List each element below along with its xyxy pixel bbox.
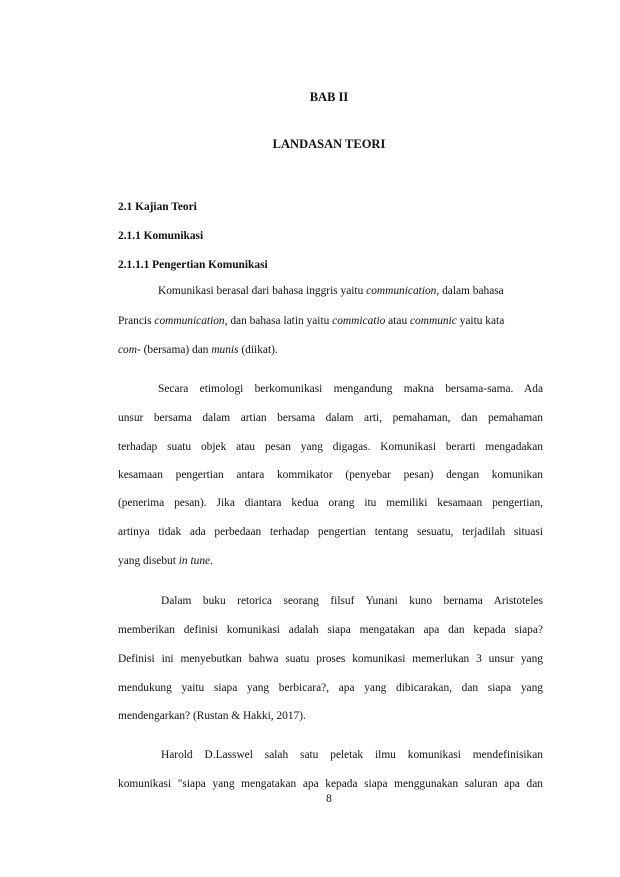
paragraph-2-line-4: kesamaan pengertian antara kommikator (penyebar pesan) dengan komunikan — [118, 469, 543, 481]
paragraph-3-line-2: memberikan definisi komunikasi adalah siapa mengatakan apa dan kepada siapa? — [118, 624, 543, 636]
paragraph-2-line-5: (penerima pesan). Jika diantara kedua orang itu memiliki kesamaan pengertian, — [118, 497, 543, 509]
paragraph-1-line-1: Komunikasi berasal dari bahasa inggris yaitu communication, dalam bahasa — [158, 285, 504, 297]
paragraph-2-line-3: terhadap suatu objek atau pesan yang digagas. Komunikasi berarti mengadakan — [118, 441, 543, 453]
section-heading-2-1: 2.1 Kajian Teori — [118, 201, 197, 213]
paragraph-1-line-2: Prancis communication, dan bahasa latin yaitu commicatio atau communic yaitu kata — [118, 315, 505, 327]
paragraph-3-line-4: mendukung yaitu siapa yang berbicara?, apa yang dibicarakan, dan siapa yang — [118, 682, 543, 694]
paragraph-3-line-1: Dalam buku retorica seorang filsuf Yunani kuno bernama Aristoteles — [161, 595, 543, 607]
page-number: 8 — [326, 793, 332, 805]
paragraph-4-line-1: Harold D.Lasswel salah satu peletak ilmu komunikasi mendefinisikan — [161, 749, 543, 761]
paragraph-4-line-2: komunikasi "siapa yang mengatakan apa kepada siapa menggunakan saluran apa dan — [118, 778, 543, 790]
chapter-title: LANDASAN TEORI — [272, 137, 386, 151]
paragraph-2-line-2: unsur bersama dalam artian bersama dalam arti, pemahaman, dan pemahaman — [118, 412, 543, 424]
paragraph-1-line-3: com- (bersama) dan munis (diikat). — [118, 344, 278, 356]
section-heading-2-1-1: 2.1.1 Komunikasi — [118, 230, 204, 242]
paragraph-3-line-5: mendengarkan? (Rustan & Hakki, 2017). — [118, 710, 306, 722]
paragraph-3-line-3: Definisi ini menyebutkan bahwa suatu proses komunikasi memerlukan 3 unsur yang — [118, 653, 543, 665]
paragraph-2-line-1: Secara etimologi berkomunikasi mengandung makna bersama-sama. Ada — [158, 383, 543, 395]
section-heading-2-1-1-1: 2.1.1.1 Pengertian Komunikasi — [118, 259, 268, 271]
paragraph-2-line-6: artinya tidak ada perbedaan terhadap pengertian tentang sesuatu, terjadilah situasi — [118, 526, 543, 538]
chapter-number: BAB II — [309, 90, 349, 104]
paragraph-2-line-7: yang disebut in tune. — [118, 555, 213, 567]
